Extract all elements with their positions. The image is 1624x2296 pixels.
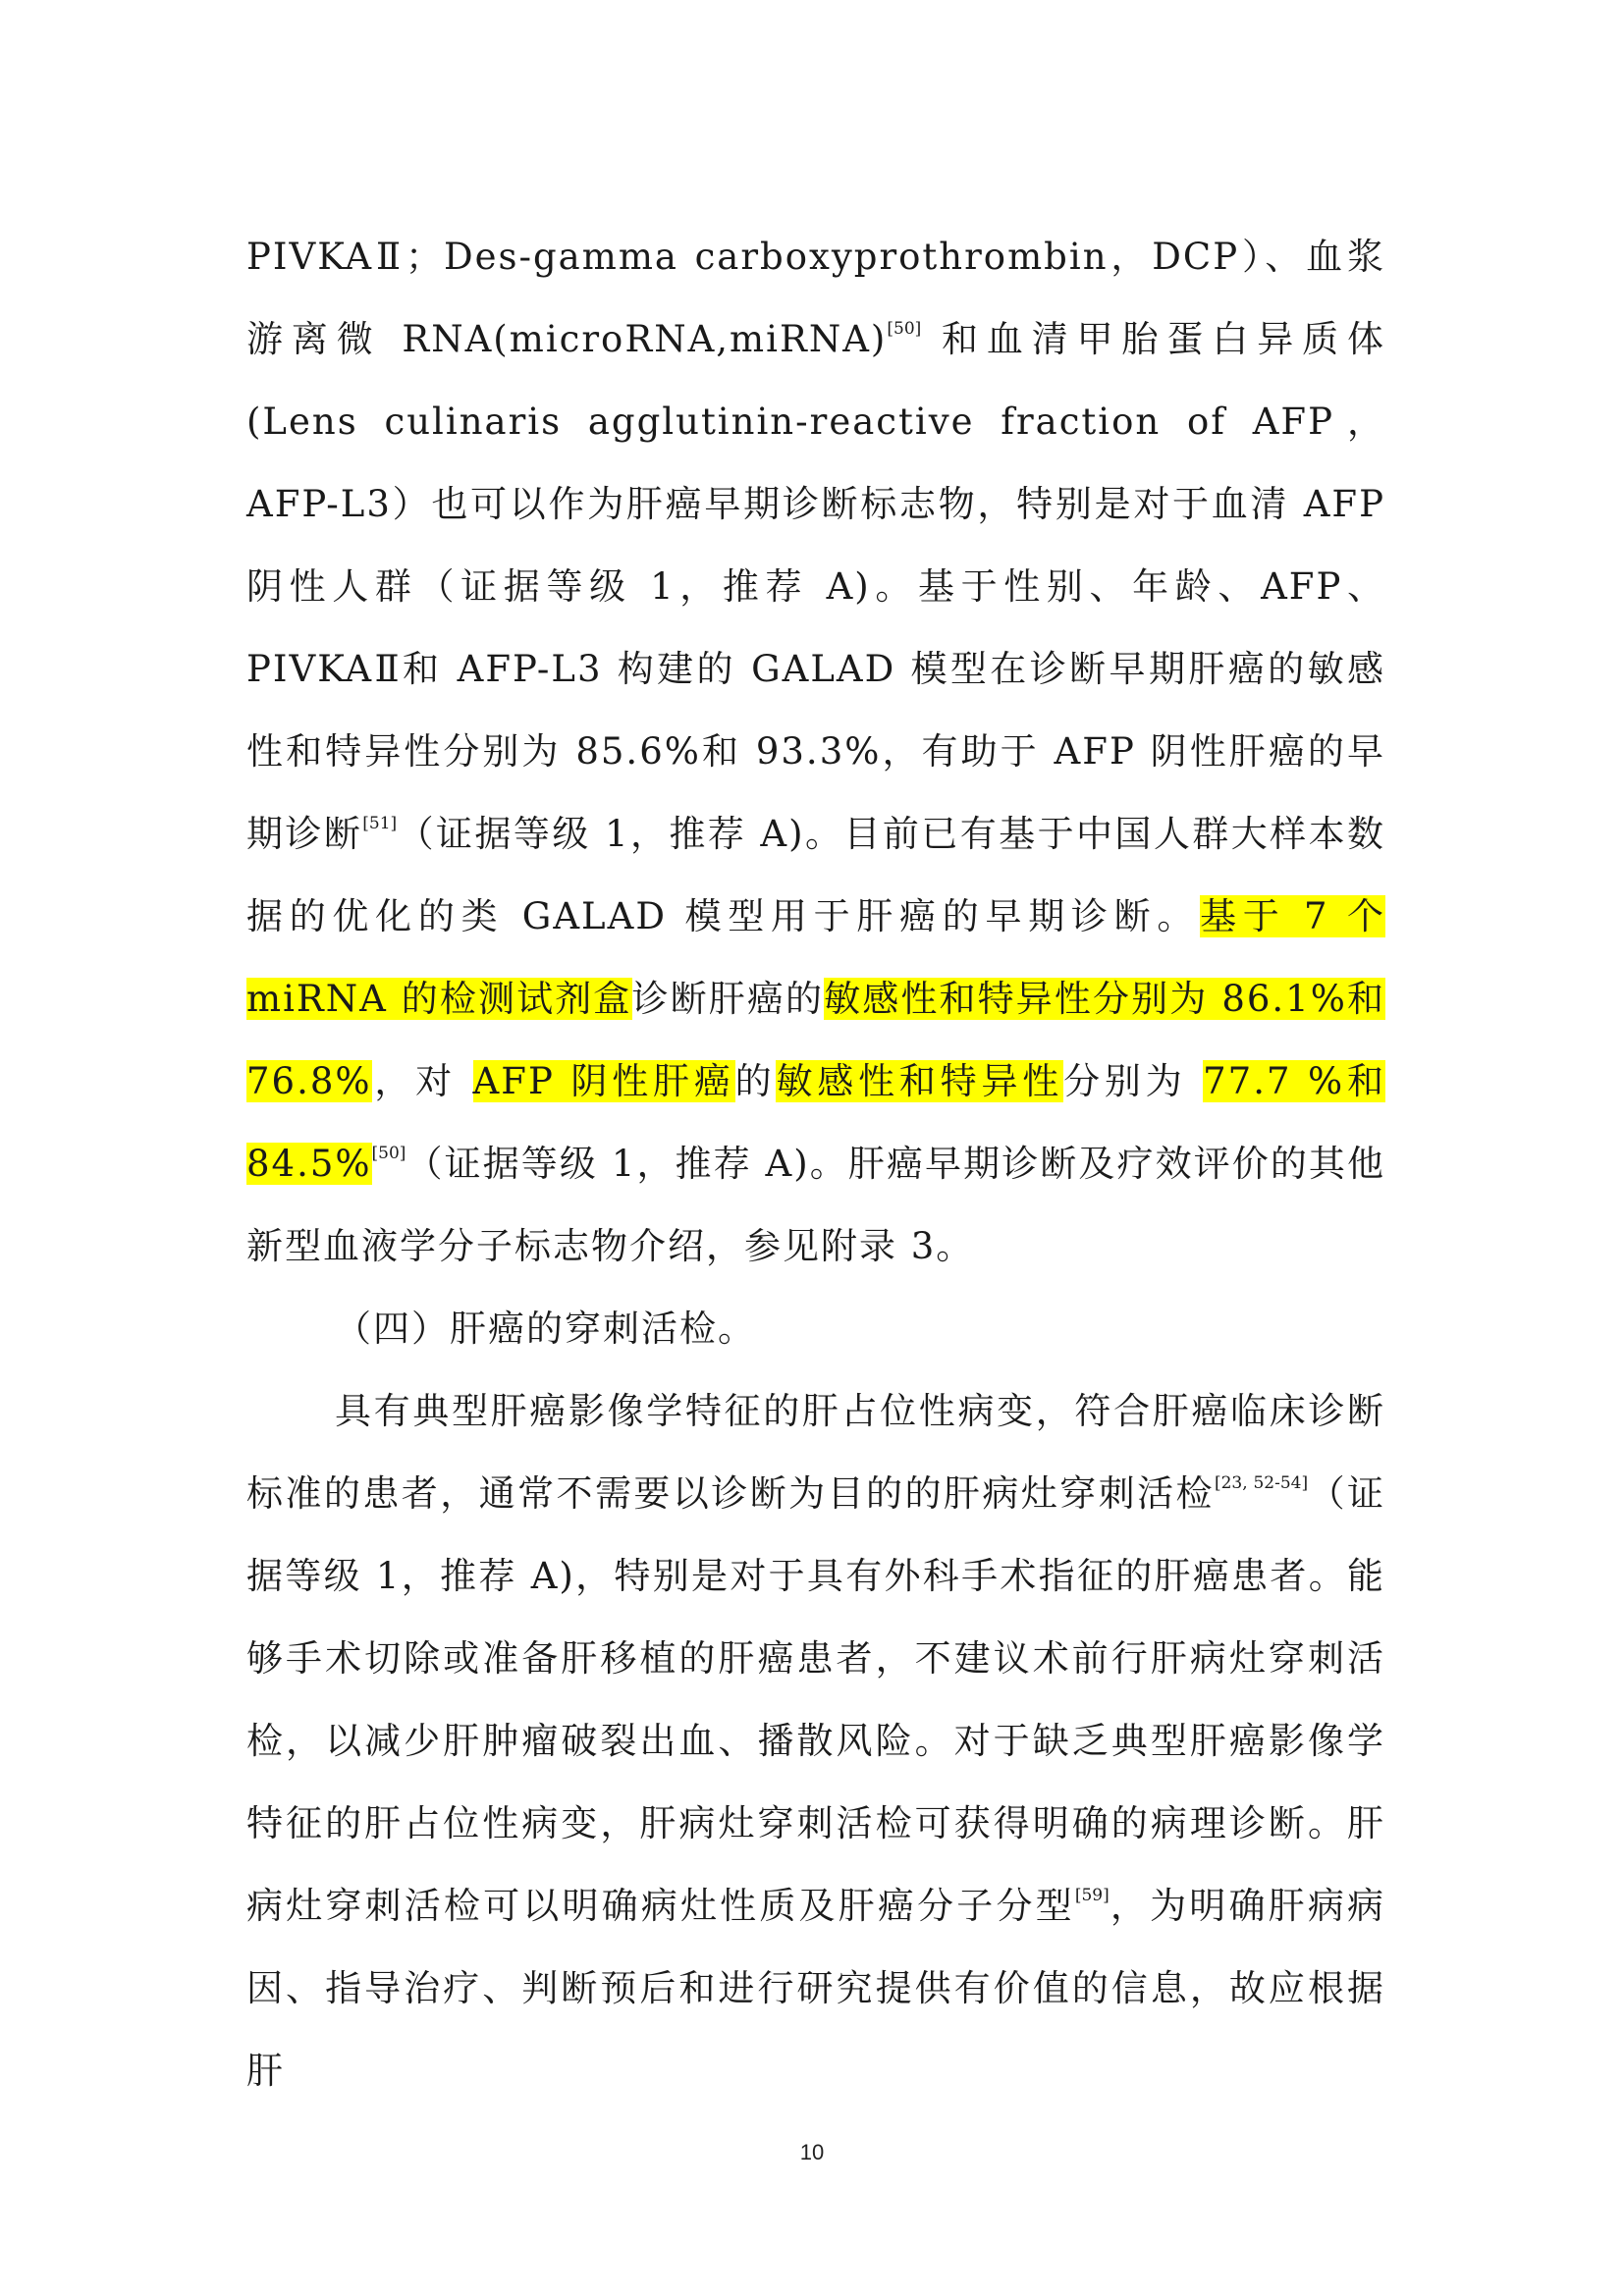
section-heading: （四）肝癌的穿刺活检。: [335, 1308, 756, 1350]
highlighted-text: 敏感性和特异性: [776, 1060, 1064, 1102]
highlighted-text: 敏感性和特异性分别为 86.1%和 76.8%: [246, 978, 1385, 1102]
paragraph-biopsy: [246, 1370, 1385, 2112]
citation-ref: [23, 52-54]: [1214, 1473, 1309, 1493]
citation-ref: [50]: [887, 319, 922, 339]
text-run: ，为明确肝病病因、指导治疗、判断预后和进行研究提供有价值的信息，故应根据肝: [246, 1885, 1386, 2092]
citation-ref: [59]: [1074, 1886, 1110, 1905]
page-number: 10: [799, 2140, 825, 2164]
text-run: （证据等级 1，推荐 A)。肝癌早期诊断及疗效评价的其他新型血液学分子标志物介绍，参见附录 3。: [246, 1143, 1385, 1267]
body-text: [246, 216, 1385, 2112]
text-run: PIVKAⅡ；Des-gamma carboxyprothrombin，DCP）、血浆游离微 RNA(microRNA,miRNA): [246, 236, 1385, 360]
citation-ref: [50]: [371, 1144, 406, 1163]
paragraph-blood-markers: [246, 216, 1385, 1288]
citation-ref: [51]: [362, 814, 398, 833]
text-run: ，对: [371, 1060, 473, 1102]
text-run: 具有典型肝癌影像学特征的肝占位性病变，符合肝癌临床诊断标准的患者，通常不需要以诊断为目的的肝病灶穿刺活检: [246, 1390, 1385, 1515]
text-run: （证据等级 1，推荐 A)，特别是对于具有外科手术指征的肝癌患者。能够手术切除或准备肝移植的肝癌患者，不建议术前行肝病灶穿刺活检，以减少肝肿瘤破裂出血、播散风险。对于缺乏典型肝癌影像学特征的肝占位性病变，肝病灶穿刺活检可获得明确的病理诊断。肝病灶穿刺活检可以明确病灶性质及肝癌分子分型: [246, 1472, 1386, 1927]
highlighted-text: 77.7 %和 84.5%: [246, 1060, 1386, 1185]
text-run: 分别为: [1063, 1060, 1204, 1102]
highlighted-text: 基于 7 个 miRNA 的检测试剂盒: [246, 895, 1385, 1020]
text-run: 和血清甲胎蛋白异质体(Lens culinaris agglutinin-reactive fraction of AFP，AFP-L3）也可以作为肝癌早期诊断标志物，特别是对于血清 AFP 阴性人群（证据等级 1，推荐 A)。基于性别、年龄、AFP、PIVKAⅡ和 AFP-L3 构建的 GALAD 模型在诊断早期肝癌的敏感性和特异性分别为 85.6%和 93.3%，有助于 AFP 阴性肝癌的早期诊断: [246, 318, 1386, 855]
text-run: 诊断肝癌的: [631, 978, 825, 1020]
highlighted-text: AFP 阴性肝癌: [472, 1060, 735, 1102]
text-run: （证据等级 1，推荐 A)。目前已有基于中国人群大样本数据的优化的类 GALAD 模型用于肝癌的早期诊断。: [246, 813, 1386, 937]
text-run: 的: [734, 1060, 777, 1102]
